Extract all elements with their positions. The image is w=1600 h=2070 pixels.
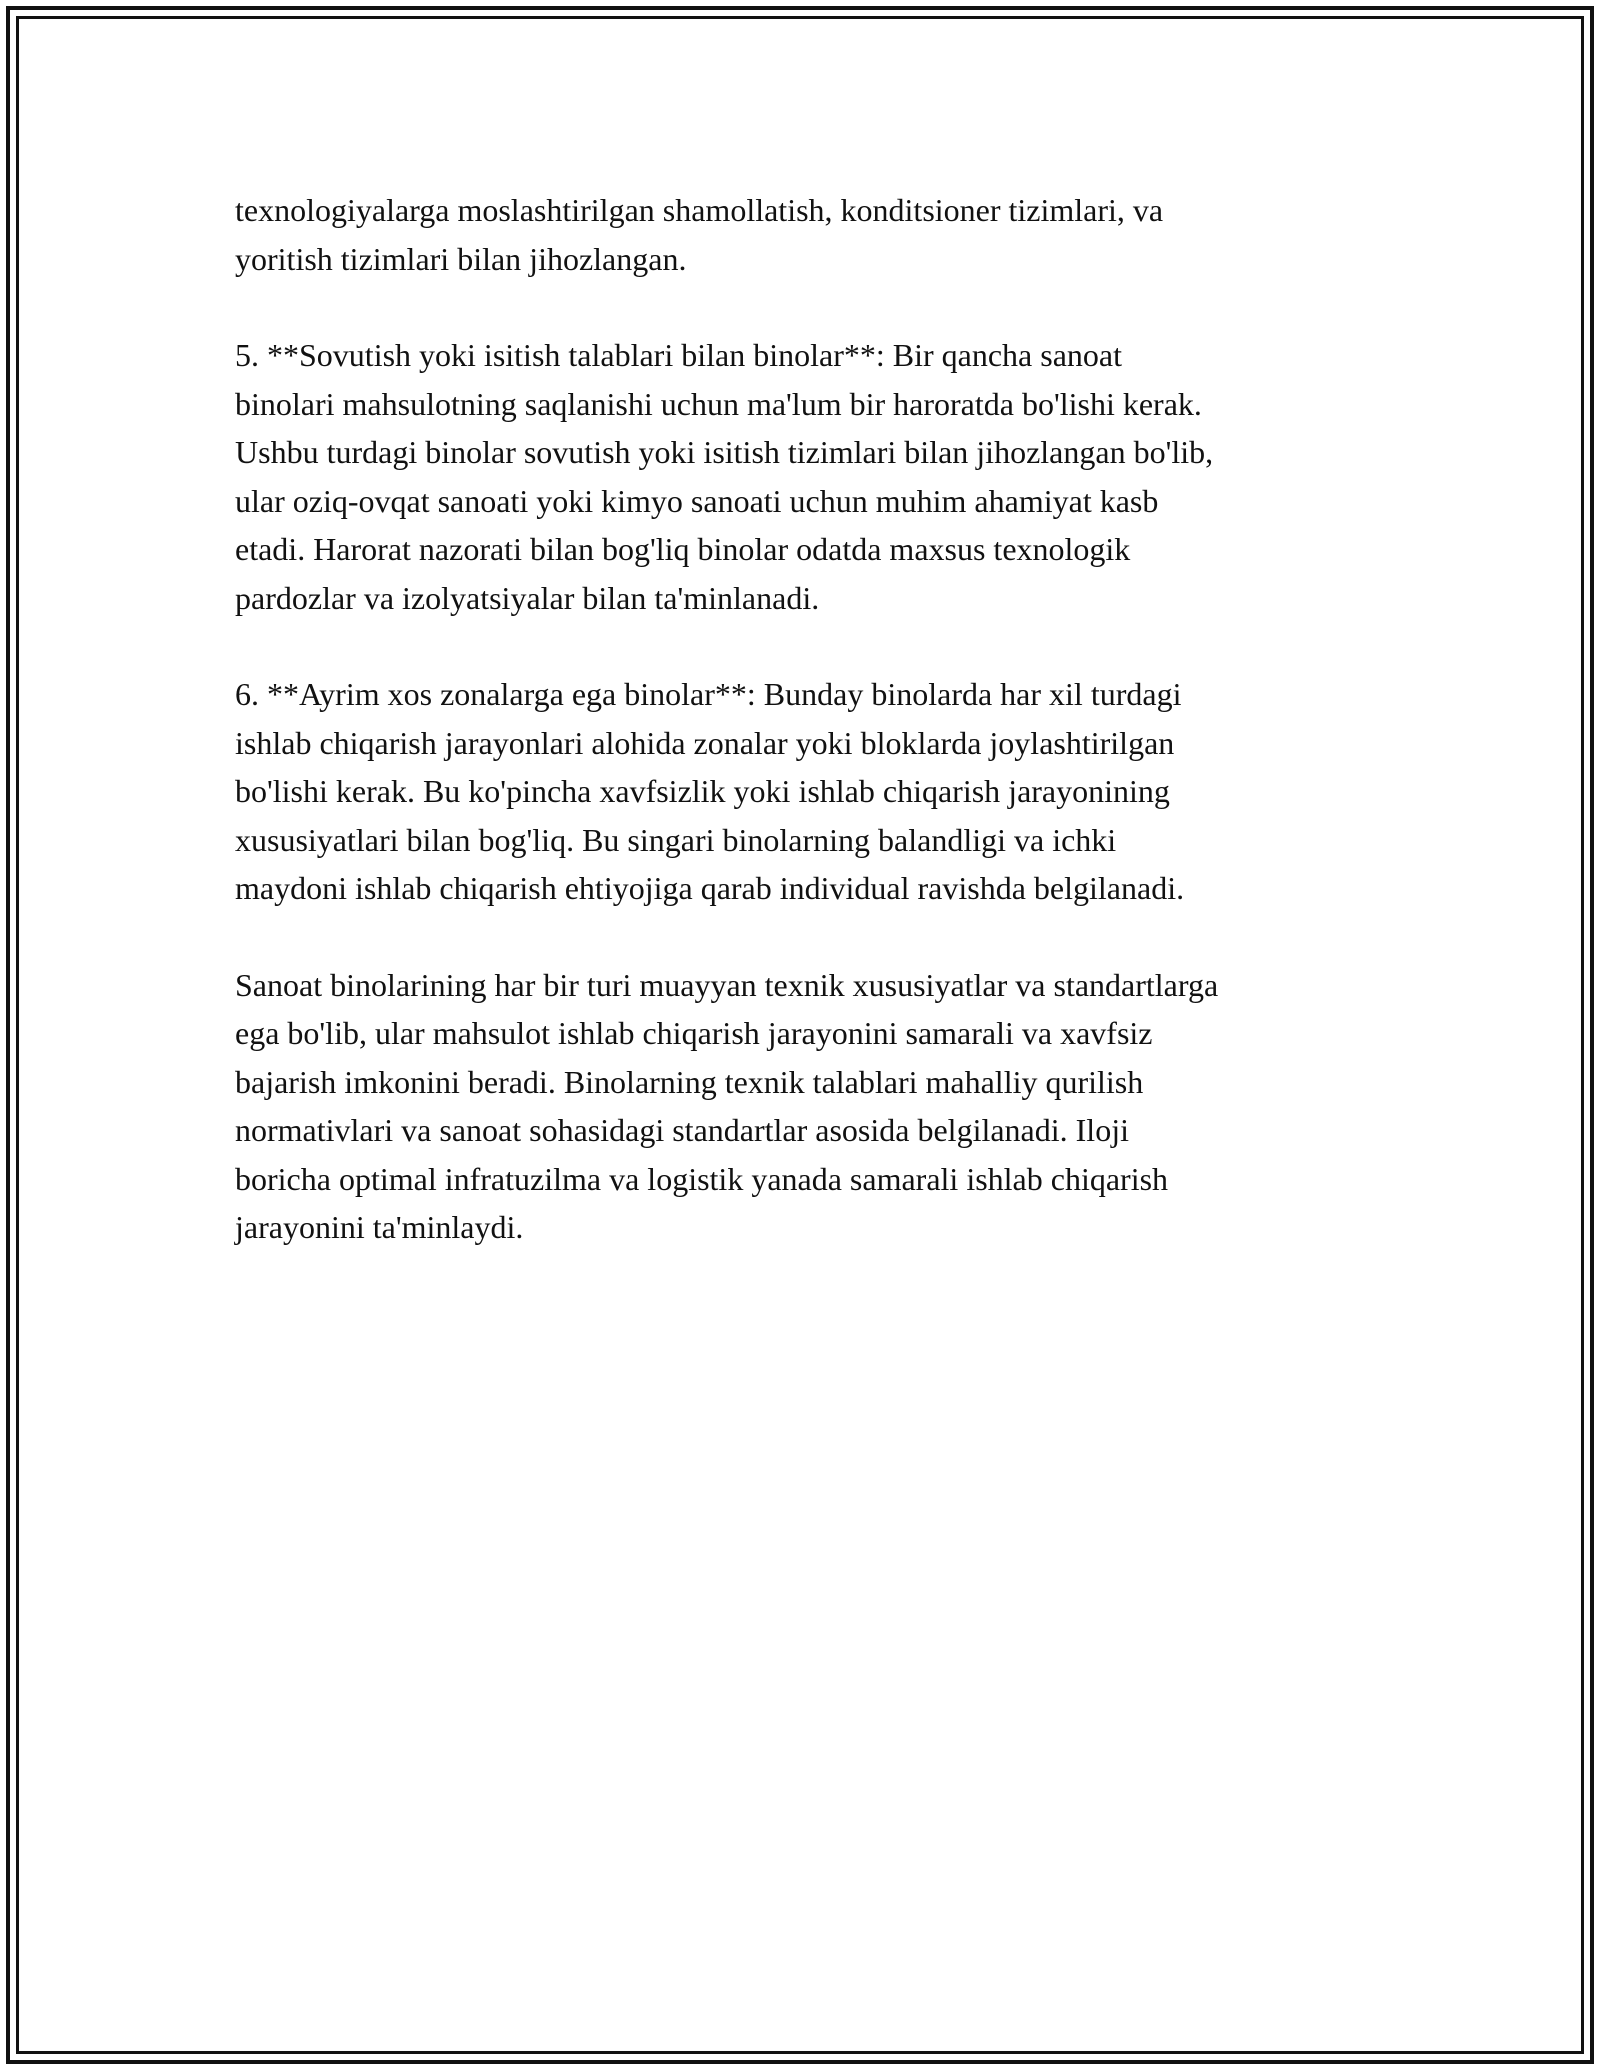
paragraph-conclusion: Sanoat binolarining har bir turi muayyan texnik xususiyatlar va standartlarga ega bo'lib, ular mahsulot ishlab chiqarish jarayonini samarali va xavfsiz bajarish imkonini beradi. Binolarning texnik talablari mahalliy qurilish normativlari va sanoat sohasidagi standartlar asosida belgilanadi. Iloji boricha optimal infratuzilma va logistik yanada samarali ishlab chiqarish jarayonini ta'minlaydi. <box>235 966 1219 1245</box>
paragraph-continuation: texnologiyalarga moslashtirilgan shamollatish, konditsioner tizimlari, va yoritish tizimlari bilan jihozlangan. <box>235 192 1164 277</box>
document-page <box>235 186 1365 1300</box>
paragraph-item-5: 5. **Sovutish yoki isitish talablari bilan binolar**: Bir qancha sanoat binolari mahsulotning saqlanishi uchun ma'lum bir haroratda bo'lishi kerak. Ushbu turdagi binolar sovutish yoki isitish tizimlari bilan jihozlangan bo'lib, ular oziq-ovqat sanoati yoki kimyo sanoati uchun muhim ahamiyat kasb etadi. Harorat nazorati bilan bog'liq binolar odatda maxsus texnologik pardozlar va izolyatsiyalar bilan ta'minlanadi. <box>235 337 1214 616</box>
paragraph-item-6: 6. **Ayrim xos zonalarga ega binolar**: Bunday binolarda har xil turdagi ishlab chiqarish jarayonlari alohida zonalar yoki bloklarda joylashtirilgan bo'lishi kerak. Bu ko'pincha xavfsizlik yoki ishlab chiqarish jarayonining xususiyatlari bilan bog'liq. Bu singari binolarning balandligi va ichki maydoni ishlab chiqarish ehtiyojiga qarab individual ravishda belgilanadi. <box>235 676 1185 906</box>
